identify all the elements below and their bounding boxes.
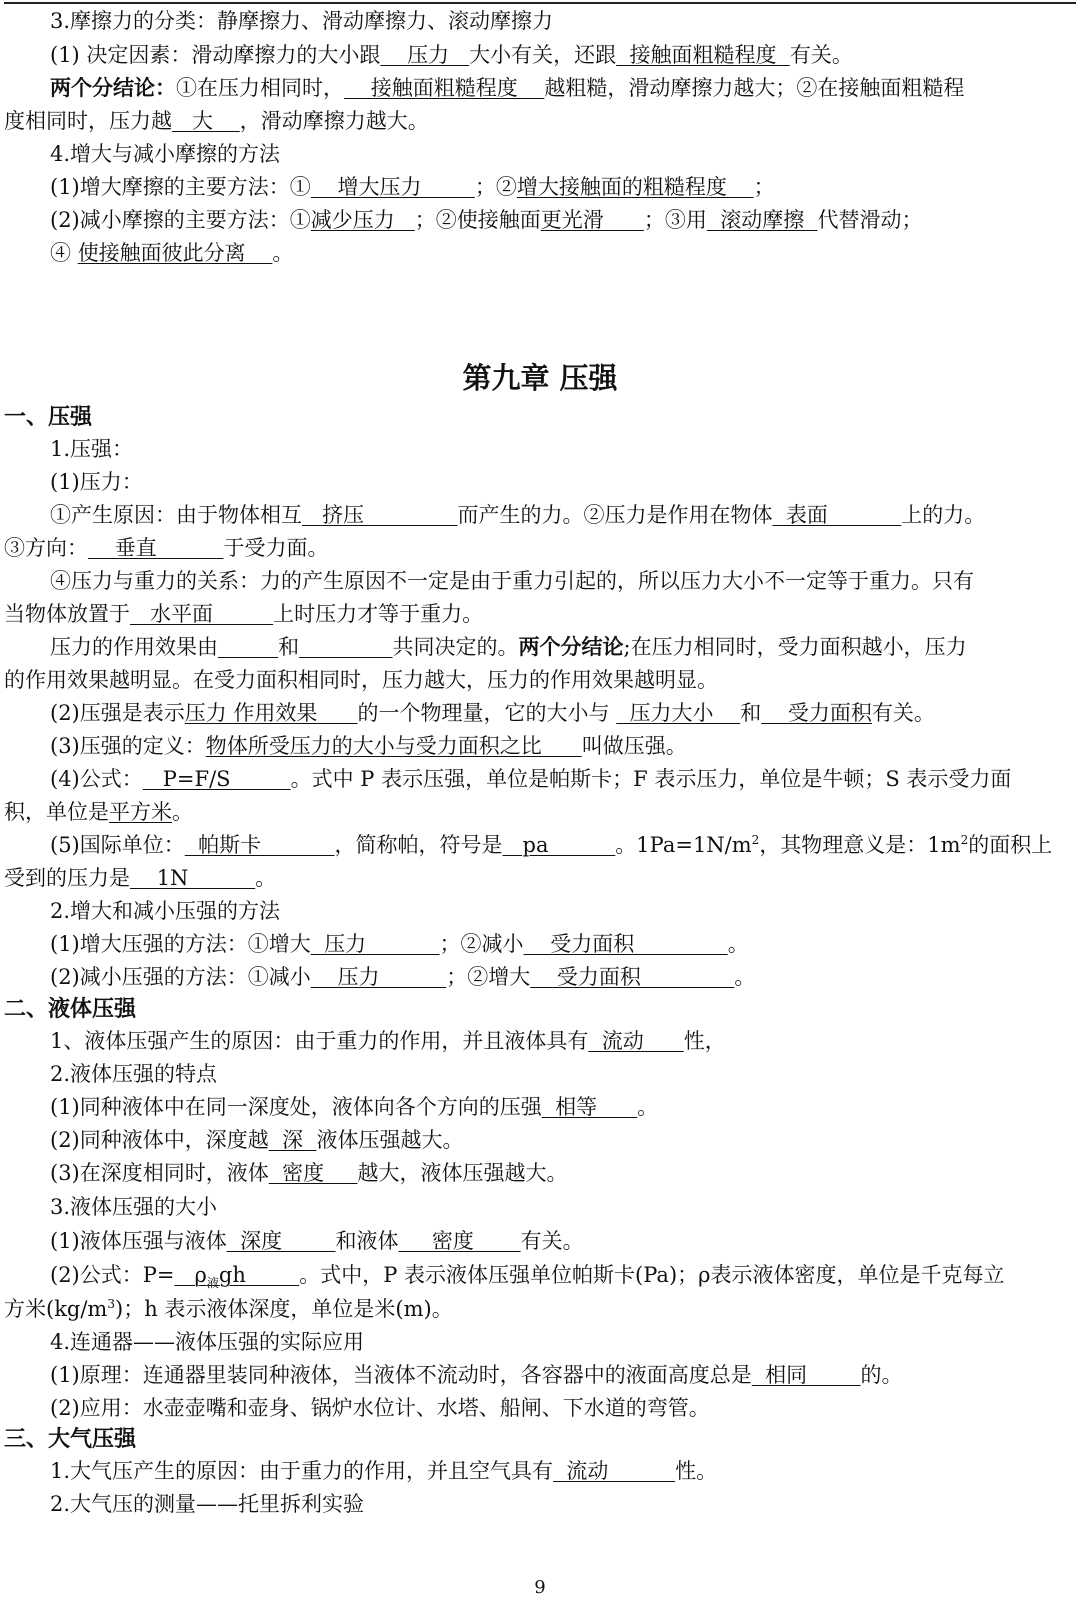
text-line: (1)增大压强的方法：①增大 压力 ；②减小 受力面积 。 — [50, 932, 749, 956]
text-line: (2)减小摩擦的主要方法：①减少压力 ；②使接触面更光滑 ；③用 滚动摩擦 代替滑动； — [50, 208, 923, 232]
text-line: 3.液体压强的大小 — [50, 1195, 218, 1219]
answer-blank: 物体所受压力的大小与受力面积之比 — [205, 734, 582, 758]
answer-blank: 深 — [268, 1128, 317, 1152]
text-line: 1.压强： — [50, 437, 134, 461]
answer-blank: 相等 — [541, 1095, 638, 1119]
text-line: 度相同时，压力越 大 ，滑动摩擦力越大。 — [4, 109, 429, 133]
text-line: 2.大气压的测量——托里拆利实验 — [50, 1492, 365, 1516]
text-line: (2)减小压强的方法：①减小 压力 ；②增大 受力面积 。 — [50, 965, 756, 989]
text-line: (1)压力： — [50, 470, 143, 494]
text-line: (2)压强是表示压力 作用效果 的一个物理量，它的大小与 压力大小 和 受力面积有关。 — [50, 701, 935, 725]
answer-blank: 帕斯卡 — [184, 833, 335, 857]
answer-blank: pa — [502, 833, 616, 857]
text-line: ③方向： 垂直 于受力面。 — [4, 536, 329, 560]
text-line: (2)公式：$P= \rho_液gh$ 。式中，P 表示液体压强单位帕斯卡(Pa)；ρ表示液体密度，单位是千克每立 — [50, 1263, 1005, 1291]
text-line: 压力的作用效果由 和 共同决定的。两个分结论;在压力相同时，受力面积越小，压力 — [50, 634, 967, 659]
text-line: ④压力与重力的关系：力的产生原因不一定是由于重力引起的，所以压力大小不一定等于重力。只有 — [50, 569, 974, 593]
text-line: (1)增大摩擦的主要方法：① 增大压力 ；②增大接触面的粗糙程度 ； — [50, 175, 775, 199]
text-line: (4)公式： P=F/S 。式中 P 表示压强，单位是帕斯卡；F 表示压力，单位是牛顿；S 表示受力面 — [50, 767, 1012, 791]
answer-blank: 平方米 — [109, 800, 172, 824]
text-line: (1)原理：连通器里装同种液体，当液体不流动时，各容器中的液面高度总是 相同 的。 — [50, 1363, 903, 1387]
section-heading: 一、压强 — [4, 404, 93, 430]
answer-blank: 垂直 — [88, 536, 224, 560]
answer-blank: 压力 — [380, 43, 470, 67]
formula-blank: $\rho_液gh$ — [174, 1263, 300, 1291]
answer-blank: 密度 — [398, 1229, 521, 1253]
answer-blank: 表面 — [772, 503, 902, 527]
text-line: (3)压强的定义：物体所受压力的大小与受力面积之比 叫做压强。 — [50, 734, 687, 758]
text-line: ①产生原因：由于物体相互 挤压 而产生的力。②压力是作用在物体 表面 上的力。 — [50, 503, 986, 527]
answer-blank — [218, 635, 278, 659]
answer-blank: 使接触面彼此分离 — [77, 241, 273, 265]
answer-blank: 更光滑 — [540, 208, 644, 232]
text-line: (2)同种液体中，深度越 深 液体压强越大。 — [50, 1128, 464, 1152]
answer-blank: 受力面积 — [761, 701, 872, 725]
text-line: 方米$(kg/m^3)$；h 表示液体深度，单位是米(m)。 — [4, 1297, 453, 1321]
answer-blank — [299, 635, 392, 659]
answer-blank: 1N — [130, 866, 256, 890]
answer-blank: 受力面积 — [523, 932, 728, 956]
section-heading: 二、液体压强 — [4, 996, 137, 1022]
answer-blank: 受力面积 — [530, 965, 735, 989]
text-line: 当物体放置于 水平面 上时压力才等于重力。 — [4, 602, 484, 626]
text-line: 4.增大与减小摩擦的方法 — [50, 142, 281, 166]
answer-blank: P=F/S — [142, 767, 291, 791]
text-line: 4.连通器——液体压强的实际应用 — [50, 1330, 365, 1354]
answer-blank: 深度 — [226, 1229, 336, 1253]
text-line: ④ 使接触面彼此分离 。 — [50, 241, 294, 265]
answer-blank: 密度 — [268, 1161, 358, 1185]
answer-blank: 接触面粗糙程度 — [616, 43, 790, 67]
answer-blank: 挤压 — [302, 503, 458, 527]
text-line: (1)同种液体中在同一深度处，液体向各个方向的压强 相等 。 — [50, 1095, 659, 1119]
answer-blank: 接触面粗糙程度 — [344, 76, 545, 100]
answer-blank: 流动 — [553, 1459, 676, 1483]
section-heading: 三、大气压强 — [4, 1426, 137, 1452]
text-line: (1)液体压强与液体 深度 和液体 密度 有关。 — [50, 1229, 584, 1253]
text-line: 2.液体压强的特点 — [50, 1062, 218, 1086]
answer-blank: 滚动摩擦 — [706, 208, 818, 232]
chapter-title: 第九章 压强 — [462, 361, 618, 395]
text-line: 受到的压力是 1N 。 — [4, 866, 277, 890]
answer-blank: 流动 — [588, 1029, 684, 1053]
answer-blank: 水平面 — [130, 602, 274, 626]
text-line: 1.大气压产生的原因：由于重力的作用，并且空气具有 流动 性。 — [50, 1459, 718, 1483]
text-line: 两个分结论：①在压力相同时， 接触面粗糙程度 越粗糙，滑动摩擦力越大；②在接触面粗糙程 — [50, 75, 965, 100]
answer-blank: 压力大小 — [616, 701, 741, 725]
answer-blank: 增大压力 — [310, 175, 475, 199]
page-number: 9 — [534, 1577, 546, 1598]
text-line: 3.摩擦力的分类：静摩擦力、滑动摩擦力、滚动摩擦力 — [50, 9, 554, 33]
answer-blank: 压力 — [310, 932, 440, 956]
text-line: 1、液体压强产生的原因：由于重力的作用，并且液体具有 流动 性， — [50, 1029, 726, 1053]
answer-blank: 相同 — [751, 1363, 861, 1387]
text-line: 积，单位是平方米。 — [4, 800, 193, 824]
text-line: (5)国际单位： 帕斯卡 ，简称帕，符号是 pa 。$1Pa=1N/m^2$，其物理意义是：$1m^2$的面积上 — [50, 833, 1053, 857]
answer-blank: 增大接触面的粗糙程度 — [516, 175, 754, 199]
text-line: (3)在深度相同时，液体 密度 越大，液体压强越大。 — [50, 1161, 568, 1185]
text-line: (1) 决定因素：滑动摩擦力的大小跟 压力 大小有关，还跟 接触面粗糙程度 有关。 — [50, 43, 853, 67]
text-line: 的作用效果越明显。在受力面积相同时，压力越大，压力的作用效果越明显。 — [4, 668, 718, 692]
answer-blank: 减少压力 — [310, 208, 415, 232]
text-line: 2.增大和减小压强的方法 — [50, 899, 281, 923]
answer-blank: 压力 作用效果 — [184, 701, 358, 725]
answer-blank: 压力 — [310, 965, 447, 989]
text-line: (2)应用：水壶壶嘴和壶身、锅炉水位计、水塔、船闸、下水道的弯管。 — [50, 1396, 710, 1420]
answer-blank: 大 — [172, 109, 240, 133]
